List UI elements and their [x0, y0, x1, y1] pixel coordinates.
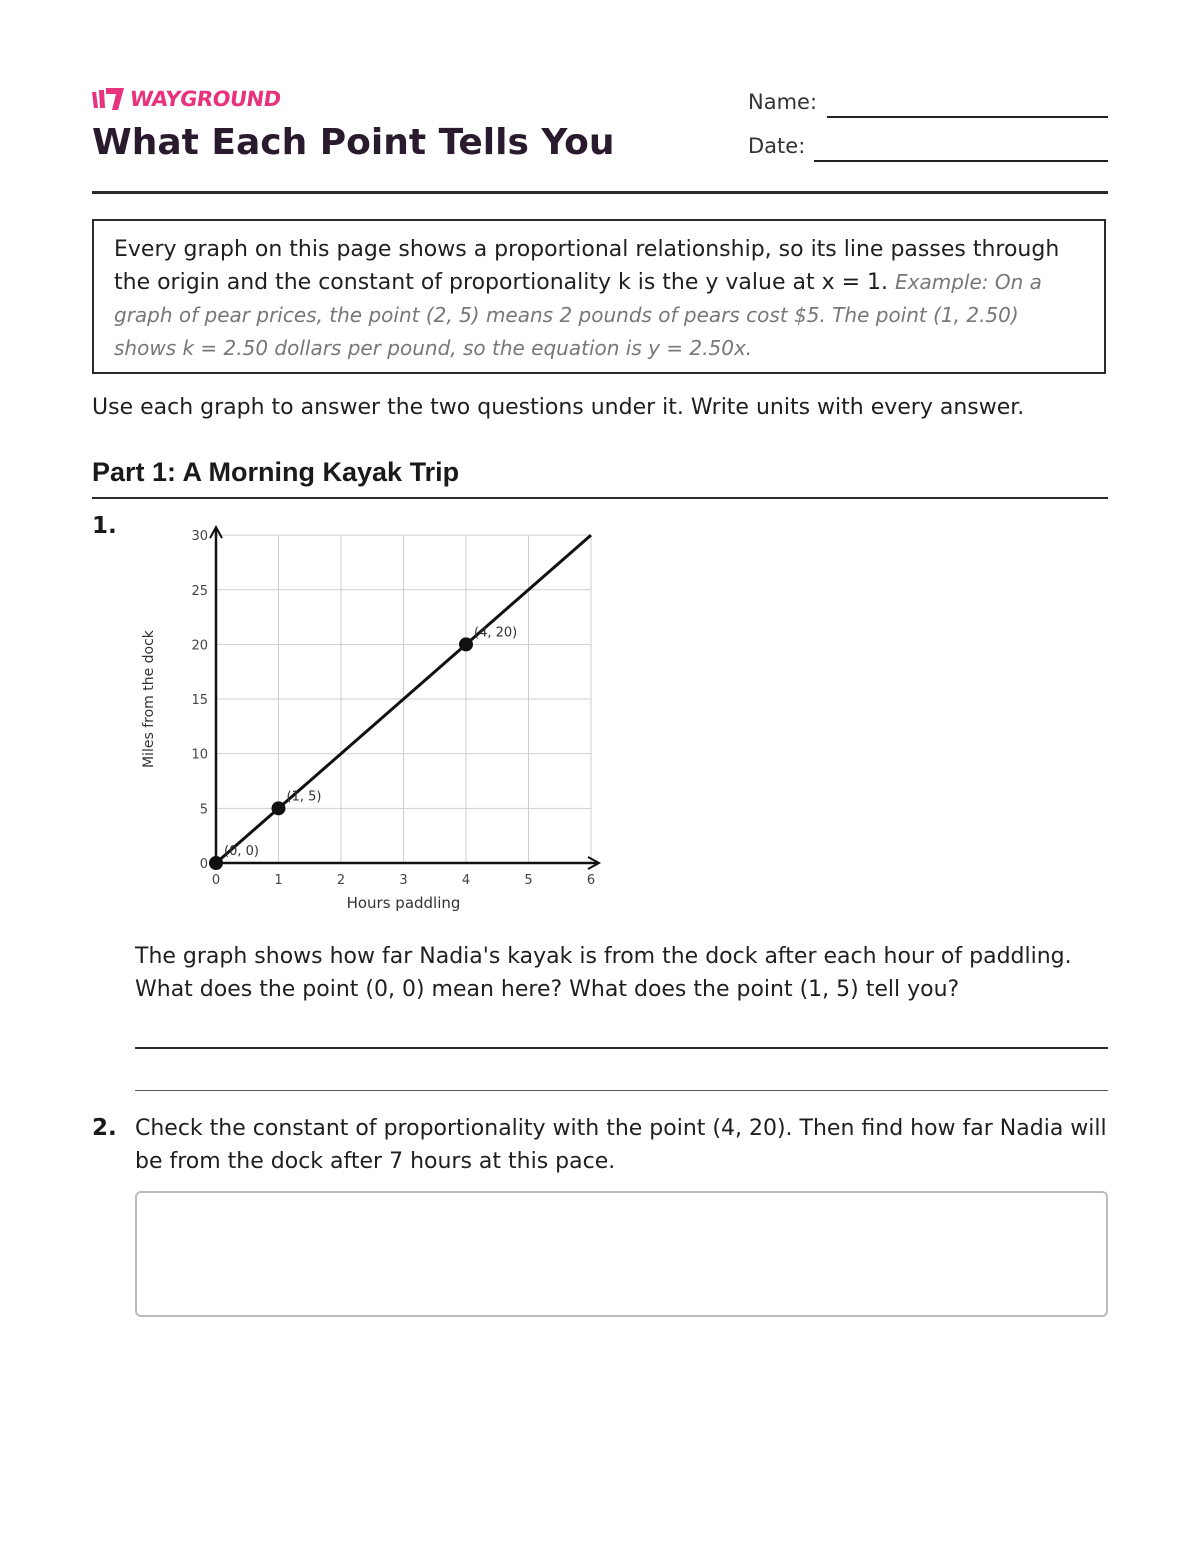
- name-label: Name:: [748, 90, 818, 114]
- y-axis-label: Miles from the dock: [141, 630, 157, 769]
- part-title: Part 1: A Morning Kayak Trip: [92, 457, 460, 487]
- x-tick-label: 4: [461, 873, 471, 888]
- header-divider: [92, 191, 1108, 194]
- point-label: (0, 0): [224, 844, 259, 859]
- x-tick-label: 0: [211, 873, 221, 888]
- y-tick-label: 0: [199, 857, 208, 872]
- x-tick-label: 1: [274, 873, 283, 888]
- page-title: What Each Point Tells You: [92, 122, 615, 163]
- part-divider: [92, 497, 1108, 499]
- point-label: (4, 20): [474, 625, 518, 641]
- brand-logo: [92, 86, 281, 112]
- answer-box-2[interactable]: [135, 1191, 1108, 1317]
- y-tick-label: 30: [191, 529, 208, 545]
- question-number-2: 2.: [92, 1115, 117, 1141]
- intro-text: Every graph on this page shows a proportional relationship, so its line passes through the origin and the constant of proportionality k is the y value at x = 1.: [114, 237, 1060, 295]
- point-label: (1, 5): [286, 789, 322, 805]
- answer-line-2[interactable]: [135, 1090, 1108, 1091]
- question-number-1: 1.: [92, 513, 117, 539]
- intro-example: Example: On a graph of pear prices, the point (2, 5) means 2 pounds of pears cost $5. The point (1, 2.50) shows k = 2.50 dollars per pound, so the equation is y = 2.50x.: [114, 270, 1042, 360]
- intro-box: [92, 219, 1106, 374]
- y-tick-label: 15: [191, 693, 208, 709]
- question-text-1: The graph shows how far Nadia's kayak is from the dock after each hour of paddling. What does the point (0, 0) mean here? What does the point (1, 5) tell you?: [135, 944, 1072, 1002]
- x-tick-label: 2: [336, 873, 346, 888]
- x-tick-label: 6: [586, 873, 596, 888]
- x-tick-label: 3: [399, 873, 408, 888]
- data-point: [459, 637, 473, 651]
- name-field[interactable]: [827, 116, 1108, 118]
- y-tick-label: 5: [199, 802, 208, 818]
- distance-time-graph: [130, 520, 620, 920]
- data-point: [272, 801, 286, 815]
- y-tick-label: 25: [191, 583, 208, 599]
- y-tick-label: 10: [191, 747, 208, 763]
- x-axis-label: Hours paddling: [346, 894, 461, 912]
- wayground-logo-icon: [92, 86, 124, 112]
- x-tick-label: 5: [524, 873, 533, 888]
- answer-line-1[interactable]: [135, 1047, 1108, 1049]
- date-label: Date:: [748, 134, 806, 158]
- logo-text: WAYGROUND: [128, 87, 283, 111]
- instructions: Use each graph to answer the two questions under it. Write units with every answer.: [92, 395, 1025, 420]
- question-text-2: Check the constant of proportionality with the point (4, 20). Then find how far Nadia will be from the dock after 7 hours at this pace.: [135, 1116, 1107, 1174]
- data-point: [209, 856, 223, 870]
- date-field[interactable]: [814, 160, 1108, 162]
- y-tick-label: 20: [191, 638, 208, 654]
